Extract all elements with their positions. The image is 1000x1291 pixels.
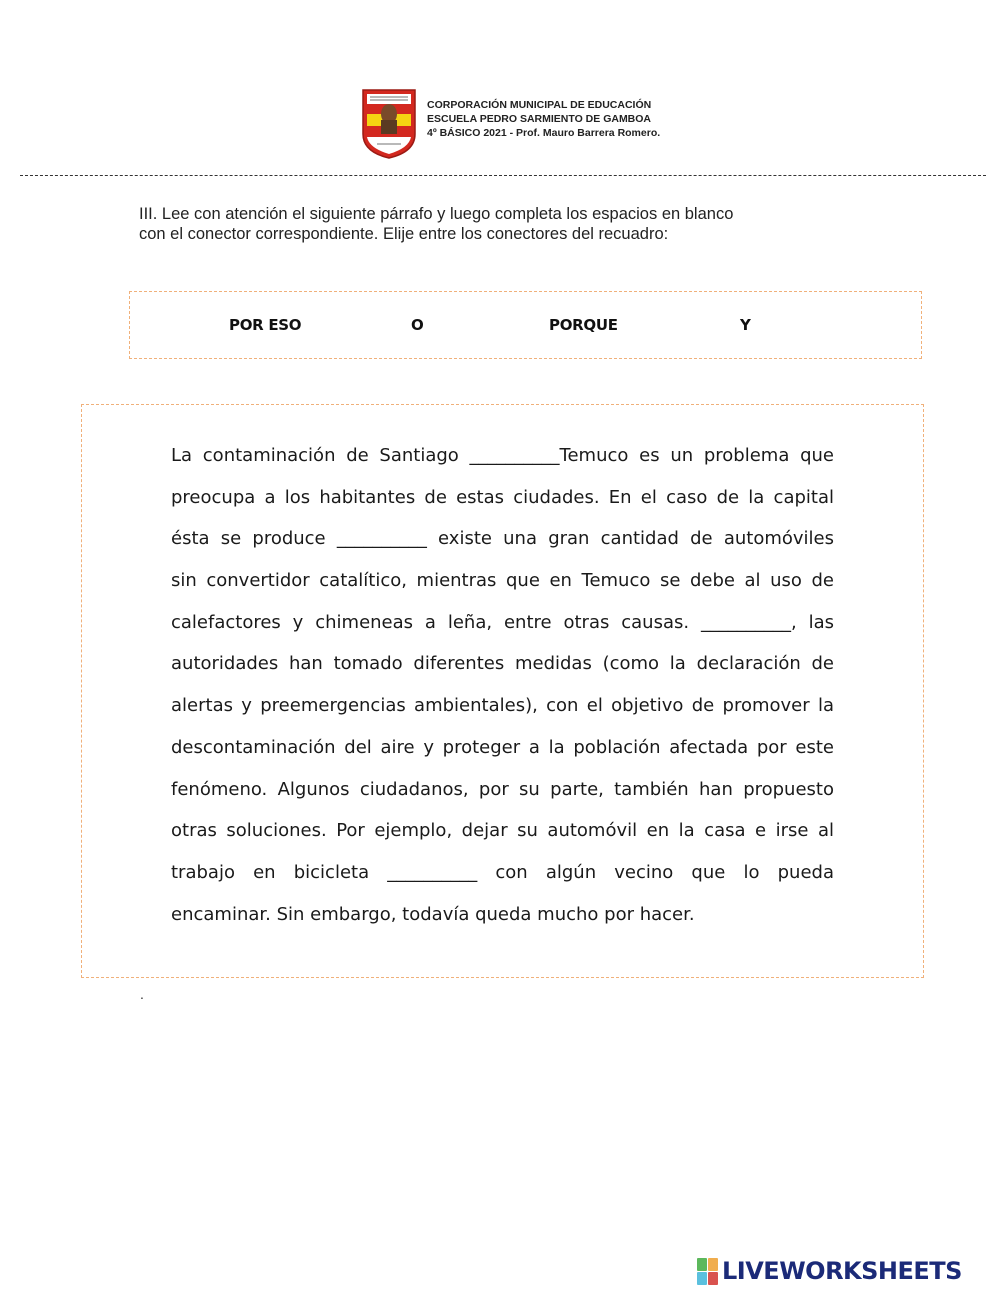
connector-por-eso: POR ESO <box>229 316 302 334</box>
paragraph-line: descontaminación del aire y proteger a la población afectada por este <box>171 736 834 758</box>
header-divider <box>20 175 986 176</box>
instructions-line: con el conector correspondiente. Elije entre los conectores del recuadro: <box>139 225 669 243</box>
paragraph-line: fenómeno. Algunos ciudadanos, por su parte, también han propuesto <box>171 778 834 800</box>
paragraph-line: alertas y preemergencias ambientales), con el objetivo de promover la <box>171 695 834 717</box>
paragraph-line: sin convertidor catalítico, mientras que en Temuco se debe al uso de <box>171 570 834 592</box>
connector-o: O <box>411 316 424 334</box>
paragraph-line: otras soluciones. Por ejemplo, dejar su automóvil en la casa e irse al <box>171 820 834 842</box>
paragraph-line: La contaminación de Santiago __________Temuco es un problema que <box>171 445 834 466</box>
liveworksheets-mark-icon <box>697 1258 718 1285</box>
instructions <box>139 204 869 244</box>
paragraph-line: encaminar. Sin embargo, todavía queda mucho por hacer. <box>171 903 695 925</box>
paragraph-line: autoridades han tomado diferentes medidas (como la declaración de <box>171 653 834 675</box>
paragraph-line: ésta se produce __________ existe una gran cantidad de automóviles <box>171 528 834 550</box>
connector-porque: PORQUE <box>549 316 618 334</box>
connector-box <box>129 291 922 359</box>
header-organization: CORPORACIÓN MUNICIPAL DE EDUCACIÓN <box>427 99 652 111</box>
instructions-line: III. Lee con atención el siguiente párrafo y luego completa los espacios en blanco <box>139 205 734 223</box>
school-crest-icon <box>361 88 417 160</box>
school-header <box>427 98 660 140</box>
liveworksheets-wordmark: LIVEWORKSHEETS <box>722 1257 962 1285</box>
header-course: 4º BÁSICO 2021 - Prof. Mauro Barrera Romero. <box>427 127 661 139</box>
header-school: ESCUELA PEDRO SARMIENTO DE GAMBOA <box>427 113 652 125</box>
paragraph-line: preocupa a los habitantes de estas ciudades. En el caso de la capital <box>171 486 834 508</box>
paragraph-line: trabajo en bicicleta __________ con algún vecino que lo pueda <box>171 861 834 883</box>
stray-mark: . <box>140 986 144 1002</box>
connector-y: Y <box>740 316 751 334</box>
liveworksheets-logo <box>697 1256 962 1286</box>
paragraph <box>171 438 834 938</box>
paragraph-line: calefactores y chimeneas a leña, entre otras causas. __________, las <box>171 611 834 633</box>
